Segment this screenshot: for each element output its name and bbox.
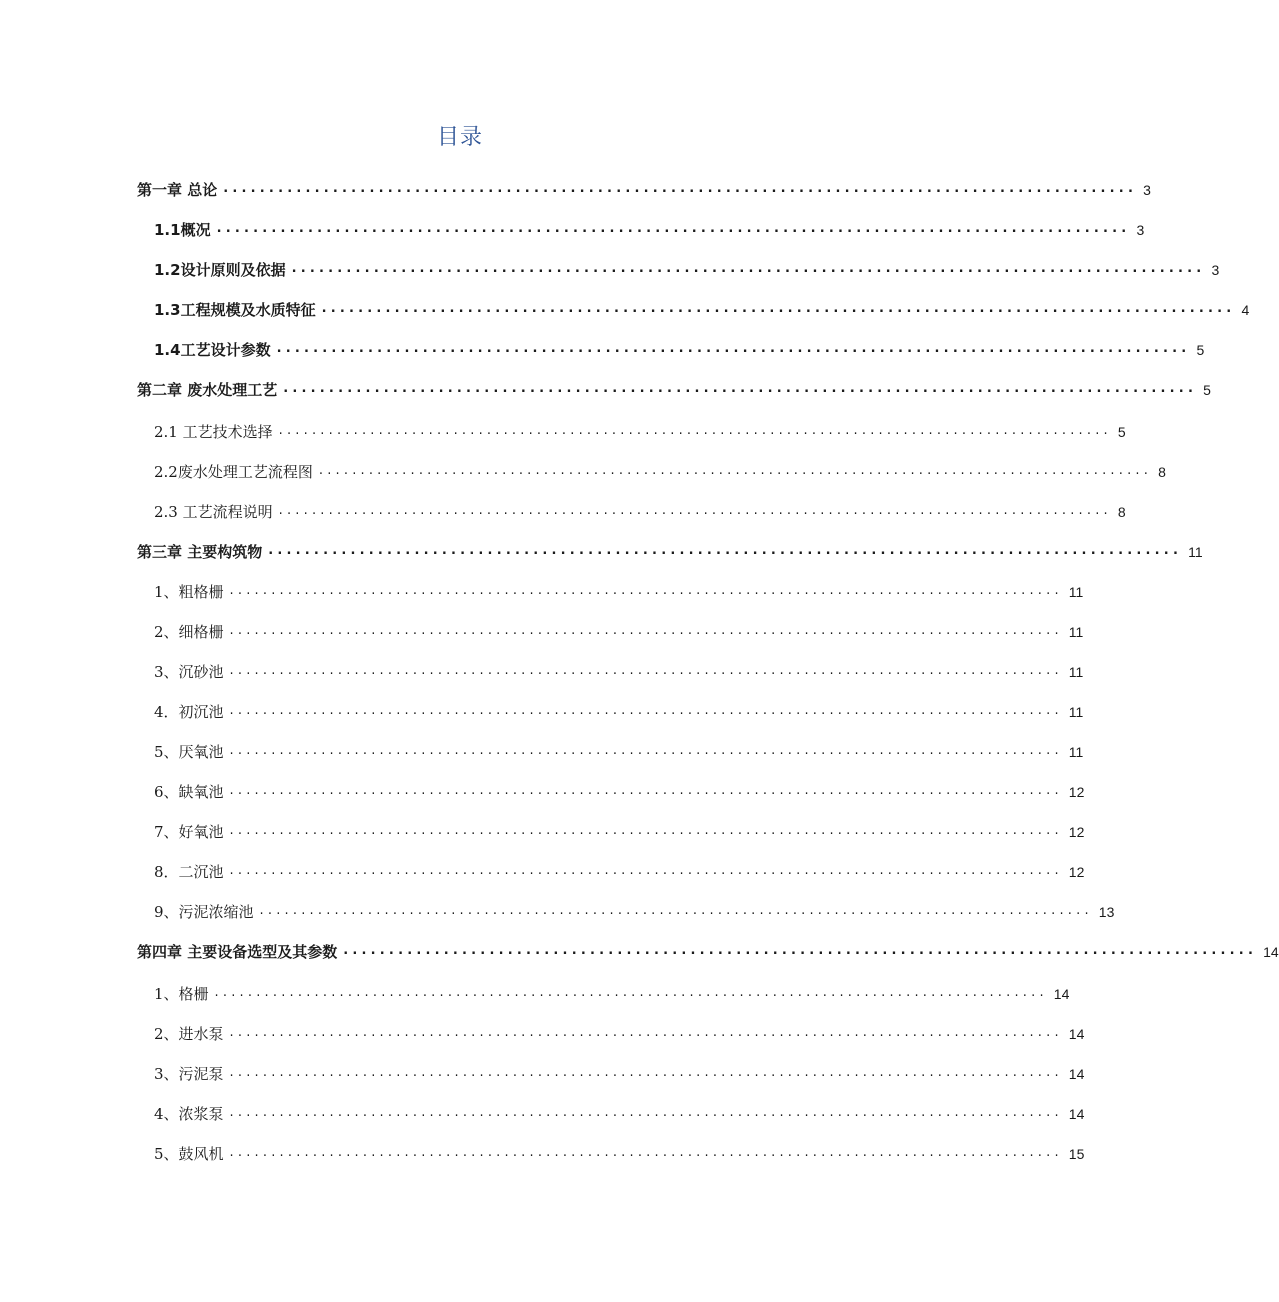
toc-entry-label: 1、格栅 xyxy=(154,985,209,1003)
toc-entry-label: 2.3 工艺流程说明 xyxy=(154,503,273,521)
toc-entry-page: 15 xyxy=(1068,1146,1085,1162)
toc-entry-page: 5 xyxy=(1203,382,1211,398)
toc-entry-3-3[interactable] xyxy=(154,658,1084,682)
dot-leader: .................................................................................................... xyxy=(229,1025,1063,1040)
dot-leader: .................................................................................................... xyxy=(229,783,1063,798)
toc-entry-label: 1、粗格栅 xyxy=(154,583,224,601)
toc-entry-3-6[interactable] xyxy=(154,778,1085,802)
dot-leader: .................................................................................................... xyxy=(229,623,1063,638)
dot-leader: .................................................................................................... xyxy=(259,903,1093,918)
toc-entry-page: 8 xyxy=(1117,504,1126,520)
toc-entry-page: 13 xyxy=(1098,904,1115,920)
toc-entry-page: 5 xyxy=(1117,424,1126,440)
toc-entry-2-3[interactable] xyxy=(154,498,1126,522)
toc-entry-label: 2、进水泵 xyxy=(154,1025,224,1043)
toc-entry-page: 14 xyxy=(1068,1026,1085,1042)
toc-entry-page: 3 xyxy=(1211,262,1220,278)
dot-leader: .................................................................................................... xyxy=(291,261,1206,276)
toc-entry-4-3[interactable] xyxy=(154,1060,1085,1084)
toc-entry-page: 11 xyxy=(1068,664,1084,680)
toc-entry-page: 14 xyxy=(1053,986,1070,1002)
toc-entry-page: 11 xyxy=(1068,624,1084,640)
toc-entry-2-1[interactable] xyxy=(154,418,1126,442)
toc-entry-label: 1.1概况 xyxy=(154,221,211,239)
toc-entry-label: 4、浓浆泵 xyxy=(154,1105,224,1123)
dot-leader: .................................................................................................... xyxy=(216,221,1131,236)
dot-leader: .................................................................................................... xyxy=(229,703,1063,718)
dot-leader: .................................................................................................... xyxy=(318,463,1153,478)
toc-entry-label: 2.2废水处理工艺流程图 xyxy=(154,463,313,481)
toc-entry-3-9[interactable] xyxy=(154,898,1115,922)
toc-entry-3-7[interactable] xyxy=(154,818,1085,842)
toc-entry-label: 3、沉砂池 xyxy=(154,663,224,681)
dot-leader: .................................................................................................... xyxy=(268,543,1183,558)
toc-entry-1-3[interactable] xyxy=(154,296,1250,320)
dot-leader: .................................................................................................... xyxy=(229,583,1063,598)
toc-entry-label: 第二章 废水处理工艺 xyxy=(137,381,278,399)
dot-leader: .................................................................................................... xyxy=(229,1145,1063,1160)
toc-entry-label: 5、鼓风机 xyxy=(154,1145,224,1163)
toc-entry-1-2[interactable] xyxy=(154,256,1220,280)
toc-entry-chapter-2[interactable] xyxy=(137,376,1211,400)
toc-entry-3-5[interactable] xyxy=(154,738,1084,762)
toc-entry-4-4[interactable] xyxy=(154,1100,1085,1124)
toc-entry-page: 14 xyxy=(1068,1106,1085,1122)
toc-entry-page: 14 xyxy=(1068,1066,1085,1082)
toc-entry-3-4[interactable] xyxy=(154,698,1084,722)
toc-entry-4-1[interactable] xyxy=(154,980,1070,1004)
toc-entry-4-2[interactable] xyxy=(154,1020,1085,1044)
toc-entry-page: 11 xyxy=(1068,584,1084,600)
toc-entry-label: 3、污泥泵 xyxy=(154,1065,224,1083)
toc-entry-3-8[interactable] xyxy=(154,858,1085,882)
toc-entry-label: 1.2设计原则及依据 xyxy=(154,261,286,279)
dot-leader: .................................................................................................... xyxy=(343,943,1258,958)
toc-entry-label: 第三章 主要构筑物 xyxy=(137,543,263,561)
dot-leader: .................................................................................................... xyxy=(229,1105,1063,1120)
dot-leader: .................................................................................................... xyxy=(278,503,1112,518)
toc-entry-2-2[interactable] xyxy=(154,458,1166,482)
dot-leader: .................................................................................................... xyxy=(283,381,1198,396)
toc-entry-label: 1.4工艺设计参数 xyxy=(154,341,271,359)
toc-entry-page: 11 xyxy=(1188,544,1203,560)
dot-leader: .................................................................................................... xyxy=(229,823,1063,838)
toc-entry-label: 4．初沉池 xyxy=(154,703,224,721)
toc-entry-page: 11 xyxy=(1068,744,1084,760)
toc-entry-label: 第一章 总论 xyxy=(137,181,218,199)
dot-leader: .................................................................................................... xyxy=(321,301,1236,316)
toc-entry-page: 12 xyxy=(1068,824,1085,840)
dot-leader: .................................................................................................... xyxy=(229,663,1063,678)
toc-entry-chapter-1[interactable] xyxy=(137,176,1151,200)
dot-leader: .................................................................................................... xyxy=(229,1065,1063,1080)
toc-entry-page: 3 xyxy=(1143,182,1151,198)
toc-entry-label: 7、好氧池 xyxy=(154,823,224,841)
toc-entry-label: 2、细格栅 xyxy=(154,623,224,641)
toc-entry-3-1[interactable] xyxy=(154,578,1084,602)
toc-entry-page: 5 xyxy=(1196,342,1205,358)
dot-leader: .................................................................................................... xyxy=(229,863,1063,878)
toc-entry-page: 12 xyxy=(1068,784,1085,800)
dot-leader: .................................................................................................... xyxy=(278,423,1112,438)
toc-entry-3-2[interactable] xyxy=(154,618,1084,642)
toc-entry-chapter-4[interactable] xyxy=(137,938,1279,962)
toc-entry-1-4[interactable] xyxy=(154,336,1205,360)
toc-entry-page: 3 xyxy=(1136,222,1145,238)
toc-entry-page: 12 xyxy=(1068,864,1085,880)
dot-leader: .................................................................................................... xyxy=(276,341,1191,356)
toc-entry-label: 8．二沉池 xyxy=(154,863,224,881)
toc-entry-page: 14 xyxy=(1263,944,1279,960)
dot-leader: .................................................................................................... xyxy=(214,985,1048,1000)
toc-entry-label: 9、污泥浓缩池 xyxy=(154,903,254,921)
toc-entry-label: 6、缺氧池 xyxy=(154,783,224,801)
toc-entry-chapter-3[interactable] xyxy=(137,538,1203,562)
toc-entry-label: 第四章 主要设备选型及其参数 xyxy=(137,943,338,961)
toc-entry-label: 1.3工程规模及水质特征 xyxy=(154,301,316,319)
toc-entry-page: 8 xyxy=(1158,464,1166,480)
toc-entry-1-1[interactable] xyxy=(154,216,1145,240)
toc-title: 目录 xyxy=(436,125,483,150)
toc-entry-label: 2.1 工艺技术选择 xyxy=(154,423,273,441)
toc-entry-4-5[interactable] xyxy=(154,1140,1085,1164)
dot-leader: .................................................................................................... xyxy=(229,743,1063,758)
dot-leader: .................................................................................................... xyxy=(223,181,1138,196)
toc-entry-label: 5、厌氧池 xyxy=(154,743,224,761)
toc-entry-page: 11 xyxy=(1068,704,1084,720)
toc-entry-page: 4 xyxy=(1241,302,1250,318)
